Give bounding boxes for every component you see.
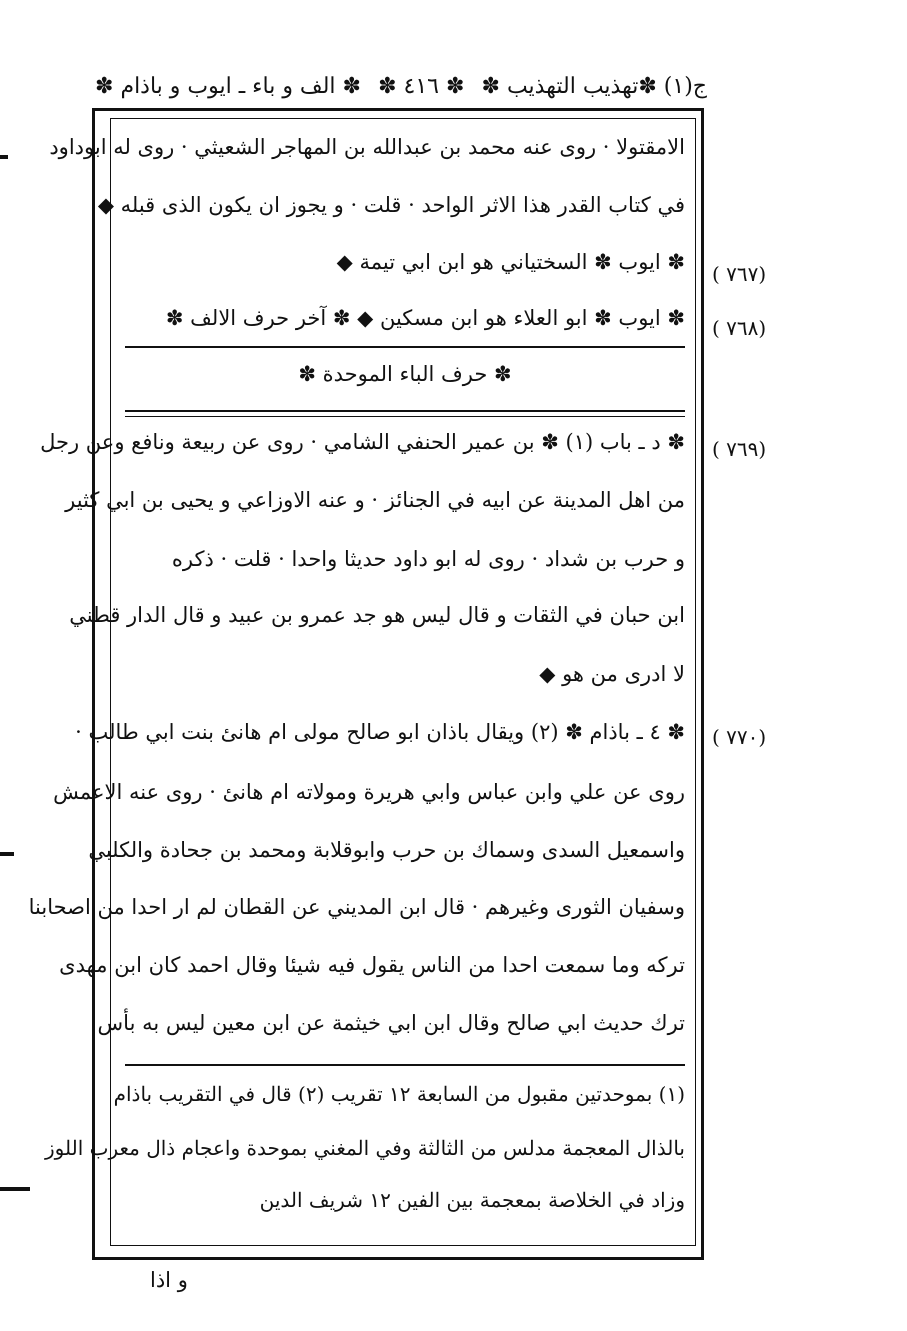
text-line: روى عن علي وابن عباس وابي هريرة ومولاته ام هانئ · روى عنه الاعمش (53, 780, 685, 804)
text-line: وسفيان الثورى وغيرهم · قال ابن المديني عن القطان لم ار احدا من اصحابنا (28, 895, 685, 919)
entry-number: ( ٧٦٨) (712, 316, 767, 340)
running-header (95, 66, 707, 106)
text-line: ✽ ايوب ✽ السختياني هو ابن ابي تيمة ◆ (336, 250, 685, 274)
header-volume-title: ج(١) ✽تهذيب التهذيب ✽ (481, 73, 707, 99)
footnote-divider (125, 1064, 685, 1066)
text-line: و حرب بن شداد · روى له ابو داود حديثا واحدا · قلت · ذكره (171, 547, 685, 571)
text-line: في كتاب القدر هذا الاثر الواحد · قلت · و يجوز ان يكون الذى قبله ◆ (97, 193, 685, 217)
entry-number: ( ٧٧٠) (712, 725, 767, 749)
text-line: ✽ د ـ باب (١) ✽ بن عمير الحنفي الشامي · روى عن ربيعة ونافع وعن رجل (40, 430, 685, 454)
entry-number: ( ٧٦٧) (712, 262, 767, 286)
text-line: لا ادرى من هو ◆ (539, 662, 685, 686)
catchword: و اذا (150, 1268, 188, 1292)
header-page-number: ✽ ٤١٦ ✽ (378, 73, 465, 99)
text-line: ✽ ايوب ✽ ابو العلاء هو ابن مسكين ◆ ✽ آخر حرف الالف ✽ (165, 306, 685, 330)
footnote-line: (١) بموحدتين مقبول من السابعة ١٢ تقريب (٢) قال في التقريب باذام (113, 1082, 685, 1106)
section-heading: ✽ حرف الباء الموحدة ✽ (298, 362, 512, 386)
text-line: من اهل المدينة عن ابيه في الجنائز · و عنه الاوزاعي و يحيى بن ابي كثير (65, 488, 685, 512)
section-divider (125, 346, 685, 348)
scan-mark (0, 155, 8, 159)
text-line: الامقتولا · روى عنه محمد بن عبدالله بن المهاجر الشعيثي · روى له ابوداود (49, 135, 685, 159)
text-line: تركه وما سمعت احدا من الناس يقول فيه شيئا وقال احمد كان ابن مهدى (59, 953, 685, 977)
section-divider (125, 416, 685, 417)
footnote-line: وزاد في الخلاصة بمعجمة بين الفين ١٢ شريف الدين (259, 1188, 685, 1212)
footnote-line: بالذال المعجمة مدلس من الثالثة وفي المغني بموحدة واعجام ذال معرب اللوز (45, 1136, 685, 1160)
scan-mark (0, 1187, 30, 1191)
section-divider (125, 410, 685, 412)
entry-number: ( ٧٦٩) (712, 437, 767, 461)
text-line: ترك حديث ابي صالح وقال ابن ابي خيثمة عن ابن معين ليس به بأس (97, 1011, 685, 1035)
text-line: ابن حبان في الثقات و قال ليس هو جد عمرو بن عبيد و قال الدار قطني (69, 603, 685, 627)
text-line: واسمعيل السدى وسماك بن حرب وابوقلابة ومحمد بن جحادة والكلبي (88, 838, 685, 862)
scan-mark (0, 852, 14, 856)
text-line: ✽ ٤ ـ باذام ✽ (٢) ويقال باذان ابو صالح مولى ام هانئ بنت ابي طالب · (75, 720, 685, 744)
header-section-title: ✽ الف و باء ـ ايوب و باذام ✽ (95, 73, 361, 99)
